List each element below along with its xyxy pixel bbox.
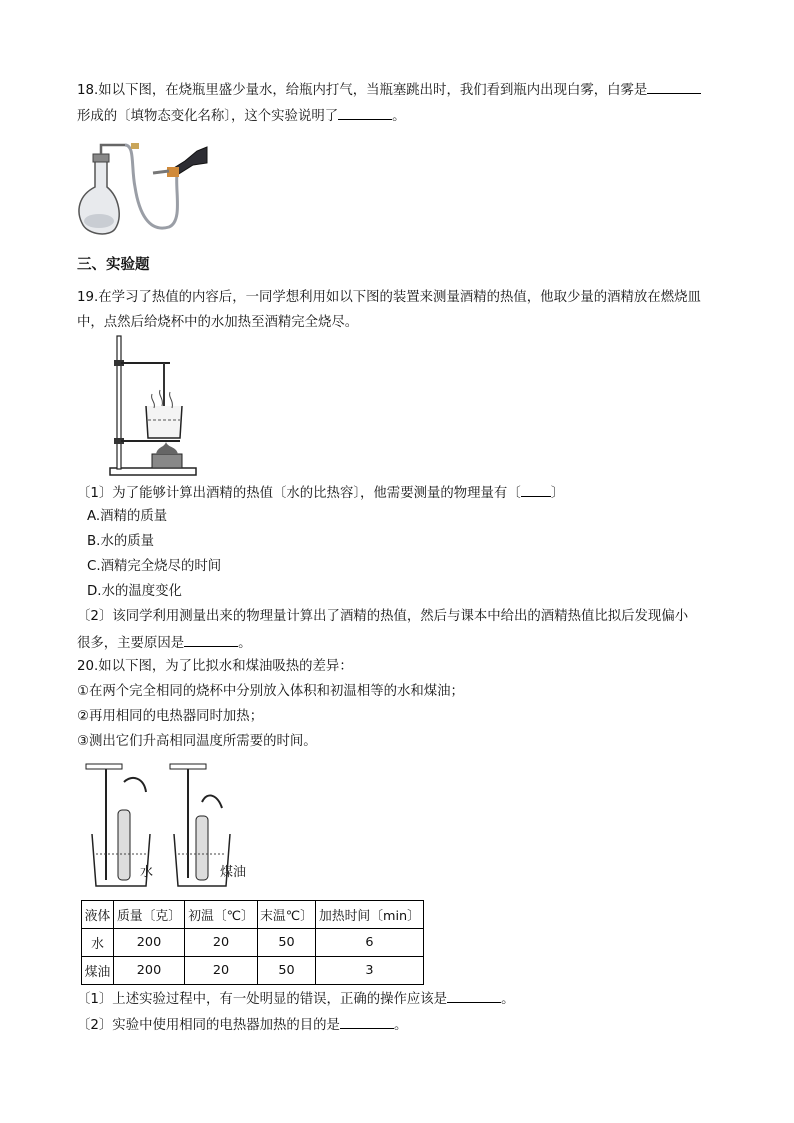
table-cell: 20 — [185, 929, 258, 957]
q20-sub2 — [77, 1015, 407, 1035]
q20-step1: ①在两个完全相同的烧杯中分别放入体积和初温相等的水和煤油； — [77, 684, 464, 699]
q20-sub2-end: 。 — [393, 1018, 408, 1033]
data-table — [81, 900, 424, 985]
table-header-row — [82, 901, 424, 929]
q20-step3: ③测出它们升高相同温度所需要的时间。 — [77, 734, 317, 749]
section-title: 三、实验题 — [77, 257, 150, 273]
table-cell: 20 — [185, 957, 258, 985]
two-beakers-figure — [84, 762, 254, 892]
table-cell: 水 — [82, 929, 114, 957]
q19-option-b: B.水的质量 — [87, 534, 155, 549]
table-header: 末温℃〕 — [258, 901, 316, 929]
q20-sub2-blank[interactable] — [340, 1015, 394, 1029]
q18-blank-2[interactable] — [338, 106, 392, 120]
oil-label: 煤油 — [220, 864, 247, 879]
q19-sub1 — [77, 483, 564, 503]
q19-sub1-close: 〕 — [550, 486, 565, 501]
q19-sub1-text: 〔1〕为了能够计算出酒精的热值〔水的比热容〕，他需要测量的物理量有〔 — [77, 486, 521, 501]
q20-sub1 — [77, 989, 514, 1009]
table-cell: 200 — [114, 929, 185, 957]
table-cell: 50 — [258, 929, 316, 957]
q19-option-a: A.酒精的质量 — [87, 509, 168, 524]
q19-sub1-blank[interactable] — [521, 483, 551, 497]
table-cell: 200 — [114, 957, 185, 985]
flask-pump-figure — [73, 137, 209, 241]
q20-sub1-blank[interactable] — [447, 989, 501, 1003]
q18-text-1: 18.如以下图，在烧瓶里盛少量水，给瓶内打气，当瓶塞跳出时，我们看到瓶内出现白雾，白雾是 — [77, 83, 648, 98]
heating-stand-figure — [108, 334, 198, 476]
water-label: 水 — [140, 864, 154, 879]
table-row — [82, 957, 424, 985]
table-header: 质量〔克〕 — [114, 901, 185, 929]
q19-sub2-end: 。 — [238, 636, 252, 651]
q19-line2: 中，点然后给烧杯中的水加热至酒精完全烧尽。 — [77, 315, 359, 330]
q20-sub2-text: 〔2〕实验中使用相同的电热器加热的目的是 — [77, 1018, 340, 1033]
q20-line1: 20.如以下图，为了比拟水和煤油吸热的差异： — [77, 659, 353, 674]
q20-step2: ②再用相同的电热器同时加热； — [77, 709, 264, 724]
q18-text-3: 。 — [392, 109, 406, 124]
q19-option-c: C.酒精完全烧尽的时间 — [87, 559, 222, 574]
table-cell: 煤油 — [82, 957, 114, 985]
q19-line1: 19.在学习了热值的内容后，一同学想利用如以下图的装置来测量酒精的热值，他取少量的酒精放在燃烧皿 — [77, 290, 701, 305]
table-cell: 3 — [316, 957, 424, 985]
table-cell: 6 — [316, 929, 424, 957]
q19-sub2-line1: 〔2〕该同学利用测量出来的物理量计算出了酒精的热值，然后与课本中给出的酒精热值比拟后发现偏小 — [77, 609, 689, 624]
q19-sub2-line2 — [77, 633, 252, 653]
q18-line1 — [77, 80, 701, 100]
q20-sub1-text: 〔1〕上述实验过程中，有一处明显的错误，正确的操作应该是 — [77, 992, 448, 1007]
q18-text-2: 形成的〔填物态变化名称〕，这个实验说明了 — [77, 109, 339, 124]
q19-sub2-text: 很多，主要原因是 — [77, 636, 185, 651]
table-cell: 50 — [258, 957, 316, 985]
q18-blank-1[interactable] — [647, 80, 701, 94]
table-row — [82, 929, 424, 957]
q19-sub2-blank[interactable] — [184, 633, 238, 647]
q20-sub1-end: 。 — [501, 992, 515, 1007]
table-header: 液体 — [82, 901, 114, 929]
q18-line2 — [77, 106, 406, 126]
table-header: 初温〔℃〕 — [185, 901, 258, 929]
q19-option-d: D.水的温度变化 — [87, 584, 182, 599]
table-header: 加热时间〔min〕 — [316, 901, 424, 929]
